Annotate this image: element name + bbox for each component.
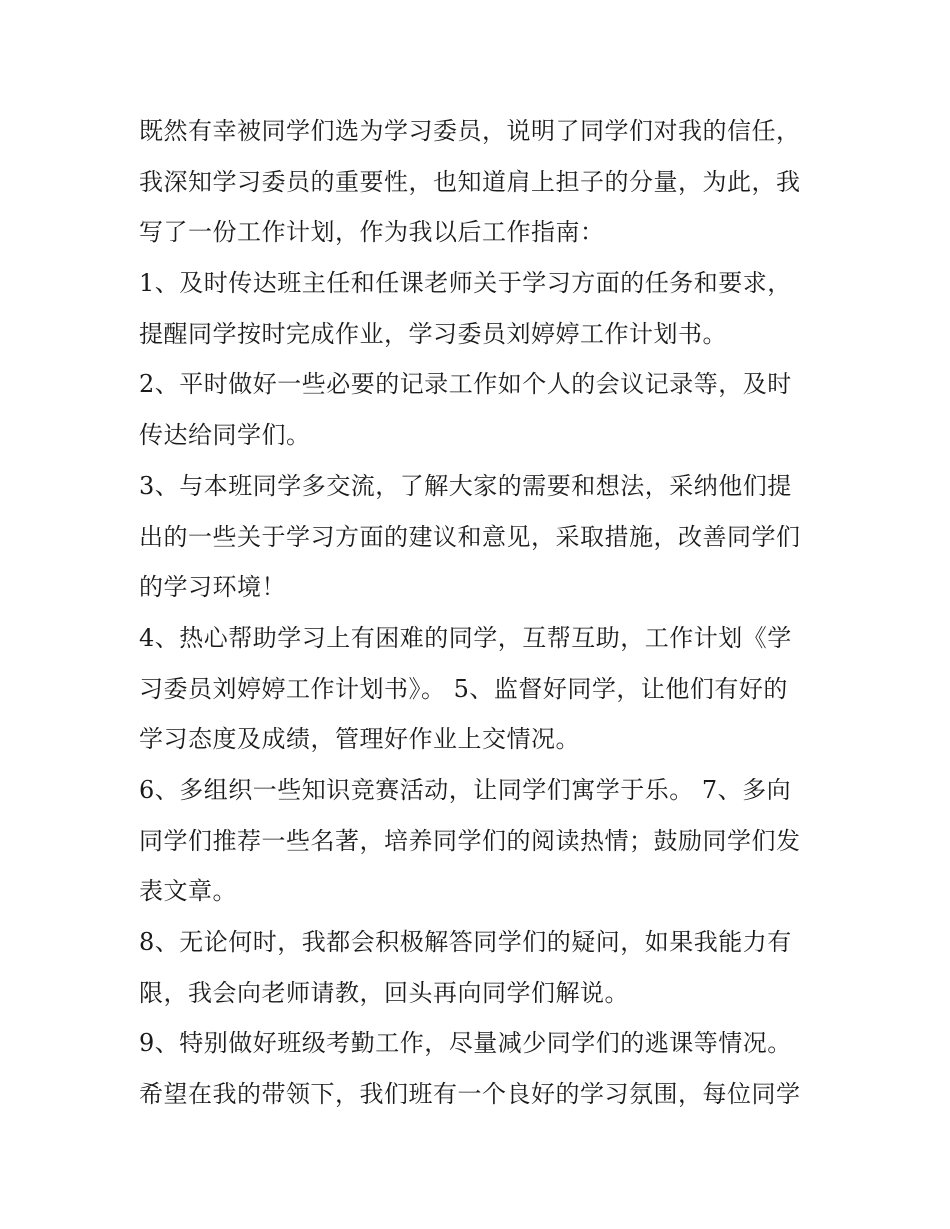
text-line: 出的一些关于学习方面的建议和意见，采取措施，改善同学们 (139, 522, 801, 551)
text-line: 传达给同学们。 (139, 421, 311, 450)
text-line: 限，我会向老师请教，回头再向同学们解说。 (139, 978, 629, 1007)
text-line: 9、特别做好班级考勤工作，尽量减少同学们的逃课等情况。 (139, 1029, 792, 1058)
text-line: 我深知学习委员的重要性，也知道肩上担子的分量，为此，我 (139, 167, 801, 196)
text-line: 同学们推荐一些名著，培养同学们的阅读热情；鼓励同学们发 (139, 826, 801, 855)
text-line: 8、无论何时，我都会积极解答同学们的疑问，如果我能力有 (139, 928, 792, 956)
document-body (139, 106, 829, 1120)
text-line: 既然有幸被同学们选为学习委员，说明了同学们对我的信任， (139, 117, 801, 145)
text-line: 习委员刘婷婷工作计划书》。 5、监督好同学，让他们有好的 (139, 674, 788, 703)
text-line: 3、与本班同学多交流，了解大家的需要和想法，采纳他们提 (139, 471, 792, 500)
text-line: 写了一份工作计划，作为我以后工作指南： (139, 218, 605, 247)
text-line: 2、平时做好一些必要的记录工作如个人的会议记录等，及时 (139, 370, 792, 399)
text-line: 的学习环境！ (139, 573, 286, 602)
text-line: 6、多组织一些知识竞赛活动，让同学们寓学于乐。 7、多向 (139, 775, 792, 804)
text-line: 1、及时传达班主任和任课老师关于学习方面的任务和要求， (139, 269, 792, 298)
text-line: 表文章。 (139, 877, 237, 906)
text-line: 希望在我的带领下，我们班有一个良好的学习氛围，每位同学 (139, 1080, 801, 1109)
text-line: 提醒同学按时完成作业，学习委员刘婷婷工作计划书。 (139, 319, 727, 348)
text-line: 4、热心帮助学习上有困难的同学，互帮互助，工作计划《学 (139, 623, 792, 652)
text-line: 学习态度及成绩，管理好作业上交情况。 (139, 725, 580, 754)
